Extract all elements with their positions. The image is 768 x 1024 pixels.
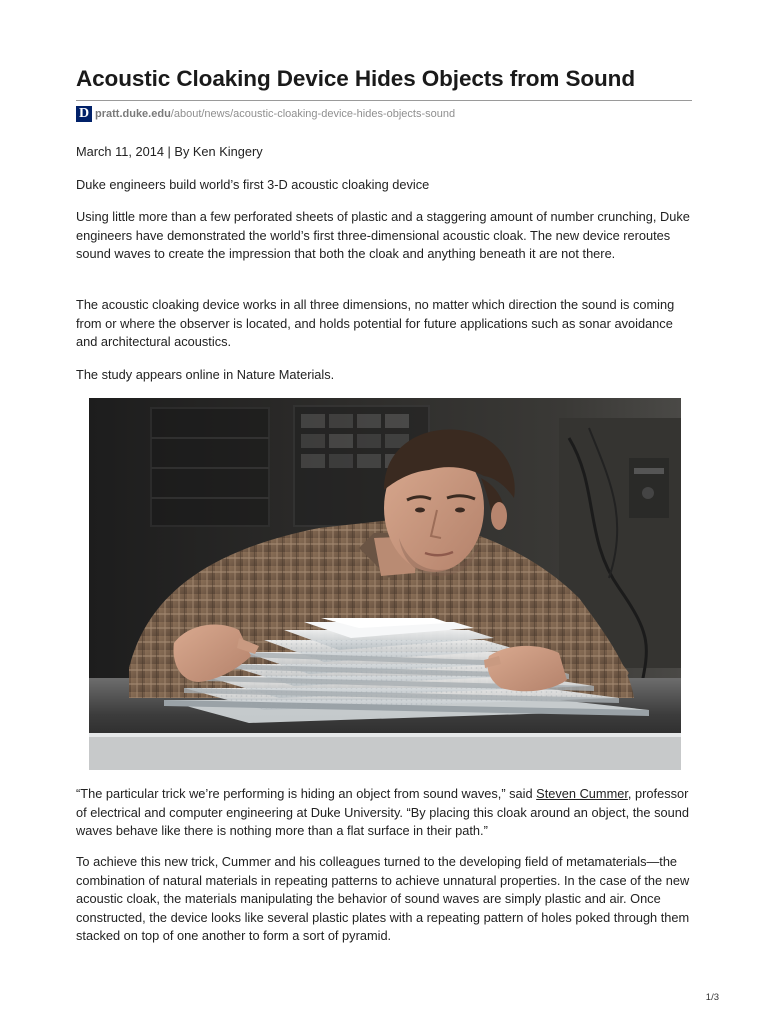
source-line [76, 106, 455, 122]
source-path: /about/news/acoustic-cloaking-device-hides-objects-sound [170, 108, 456, 120]
paragraph: To achieve this new trick, Cummer and his colleagues turned to the developing field of metamaterials—the combination of natural materials in repeating patterns to achieve unnatural properties. In the case of the new acoustic cloak, the materials manipulating the behavior of sound waves are simply plastic and air. Once constructed, the device looks like several plastic plates with a repeating pattern of holes poked through them stacked on top of one another to form a sort of pyramid. [76, 854, 690, 944]
article-photo [89, 398, 681, 770]
paragraph: The study appears online in Nature Materials. [76, 367, 335, 382]
article-subtitle: Duke engineers build world’s first 3-D acoustic cloaking device [76, 177, 430, 192]
page-number: 1/3 [705, 992, 719, 1003]
quote-text-after: , professor of electrical and computer engineering at Duke University. “By placing this cloak around an object, the sound waves behave like there is nothing more than a flat surface in their path.” [76, 786, 689, 839]
source-domain: pratt.duke.edu [95, 108, 171, 120]
duke-d-logo-icon: D [76, 106, 92, 122]
quote-text-before: “The particular trick we’re performing is hiding an object from sound waves,” said [76, 786, 537, 801]
article-meta: March 11, 2014 | By Ken Kingery [76, 144, 263, 159]
steven-cummer-link[interactable]: Steven Cummer [536, 786, 628, 801]
title-divider [76, 100, 692, 101]
article-title: Acoustic Cloaking Device Hides Objects from Sound [76, 66, 635, 91]
paragraph: Using little more than a few perforated sheets of plastic and a staggering amount of number crunching, Duke engineers have demonstrated the world’s first three-dimensional acoustic cloak. The new device reroutes sound waves to create the impression that both the cloak and anything beneath it are not there. [76, 209, 690, 262]
photo-illustration [89, 398, 681, 770]
quote-paragraph [76, 785, 692, 841]
paragraph: The acoustic cloaking device works in all three dimensions, no matter which direction the sound is coming from or where the observer is located, and holds potential for future applications such as sonar avoidance and architectural acoustics. [76, 297, 675, 350]
